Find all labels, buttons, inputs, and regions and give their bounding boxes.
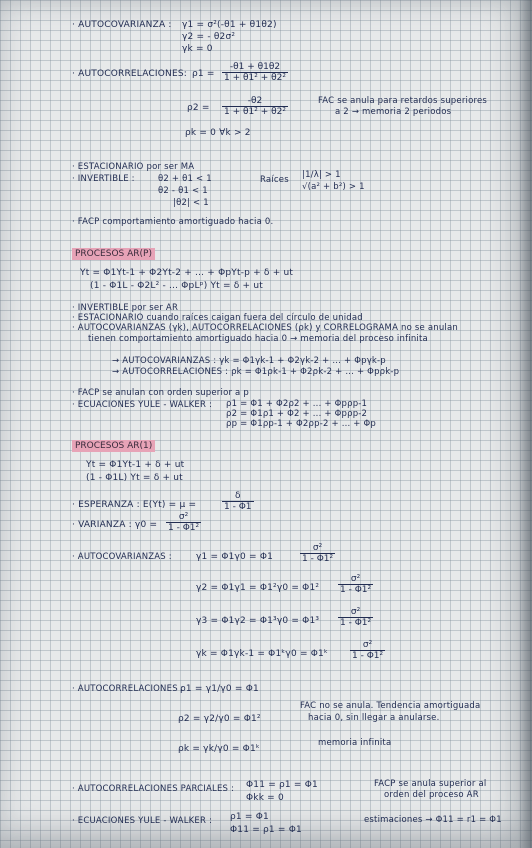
ar1-fac-note-1: FAC no se anula. Tendencia amortiguada (300, 701, 481, 711)
ar1-fac-note-3: memoria infinita (318, 738, 392, 748)
ar1-gammak-numerator: σ² (350, 640, 385, 651)
ma2-rho2-denominator: 1 + θ1² + θ2² (224, 107, 286, 117)
ar1-yw-note: estimaciones → Φ11 = r1 = Φ1 (364, 815, 502, 825)
ar1-pacf-2: Φkk = 0 (246, 793, 284, 803)
ar1-gamma1-fraction (300, 543, 335, 564)
ma2-rho1-prefix: ρ1 = (192, 69, 215, 79)
ma2-autocov-label: · AUTOCOVARIANZA : (72, 20, 172, 30)
ar1-yw-1: ρ1 = Φ1 (230, 812, 269, 822)
arp-autocov-eq: → AUTOCOVARIANZAS : γk = Φ1γk-1 + Φ2γk-2 + ... + Φpγk-p (112, 356, 386, 366)
ar1-pacf-1: Φ11 = ρ1 = Φ1 (246, 780, 318, 790)
ar1-equation-1: Yt = Φ1Yt-1 + δ + ut (86, 460, 185, 470)
ar1-expectation-label: · ESPERANZA : E(Yt) = μ = (72, 500, 197, 510)
ma2-autocov-line3: γk = 0 (182, 44, 213, 54)
ar1-rho2: ρ2 = γ2/γ0 = Φ1² (178, 714, 261, 724)
arp-bullet-autocov-cont: tienen comportamiento amortiguado hacia 0 → memoria del proceso infinita (88, 334, 428, 344)
ar1-gamma3-fraction (338, 607, 373, 628)
ma2-facp-note: · FACP comportamiento amortiguado hacia 0. (72, 217, 274, 227)
ma2-fac-note-2: a 2 → memoria 2 periodos (335, 107, 452, 117)
ar1-yw-2: Φ11 = ρ1 = Φ1 (230, 825, 302, 835)
ar1-gammak-fraction (350, 640, 385, 661)
arp-equation-1: Yt = Φ1Yt-1 + Φ2Yt-2 + ... + ΦpYt-p + δ + ut (80, 268, 294, 278)
ma2-rhok: ρk = 0 ∀k > 2 (185, 128, 251, 138)
ar1-equation-2: (1 - Φ1L) Yt = δ + ut (86, 473, 183, 483)
ar1-gamma2: γ2 = Φ1γ1 = Φ1²γ0 = Φ1² (196, 583, 320, 593)
ma2-rho1-fraction (222, 62, 288, 83)
ma2-stationary-note: · ESTACIONARIO por ser MA (72, 162, 195, 172)
ar1-gamma2-numerator: σ² (338, 574, 373, 585)
arp-yw-2: ρ2 = Φ1ρ1 + Φ2 + ... + Φpρp-2 (226, 409, 368, 419)
ma2-roots-c1: |1/λ| > 1 (302, 170, 341, 180)
ma2-invertible-c3: |θ2| < 1 (173, 198, 209, 208)
ma2-invertible-label: · INVERTIBLE : (72, 174, 135, 184)
ar1-gamma1-denominator: 1 - Φ1² (302, 554, 334, 564)
ar1-expectation-fraction (222, 491, 254, 512)
ma2-rho1-numerator: -θ1 + θ1θ2 (222, 62, 288, 73)
ma2-invertible-c2: θ2 - θ1 < 1 (158, 186, 208, 196)
ma2-autocor-label: · AUTOCORRELACIONES: (72, 69, 188, 79)
ar1-gamma1-numerator: σ² (300, 543, 335, 554)
ar1-variance-denominator: 1 - Φ1² (168, 523, 200, 533)
ma2-roots-c2: √(a² + b²) > 1 (302, 182, 365, 192)
ar1-pacf-note-1: FACP se anula superior al (374, 779, 487, 789)
ar1-rho1: ρ1 = γ1/γ0 = Φ1 (180, 684, 259, 694)
ma2-autocov-line1: γ1 = σ²(-θ1 + θ1θ2) (182, 20, 277, 30)
ar1-gammak-denominator: 1 - Φ1² (352, 651, 384, 661)
ar1-variance-label: · VARIANZA : γ0 = (72, 520, 158, 530)
ar1-autocor-label: · AUTOCORRELACIONES : (72, 684, 184, 694)
ar1-pacf-note-2: orden del proceso AR (384, 790, 479, 800)
ma2-fac-note-1: FAC se anula para retardos superiores (318, 96, 488, 106)
ma2-rho2-prefix: ρ2 = (187, 103, 210, 113)
ma2-autocov-line2: γ2 = - θ2σ² (182, 32, 236, 42)
ar1-gamma3-denominator: 1 - Φ1² (340, 618, 372, 628)
arp-yw-3: ρp = Φ1ρp-1 + Φ2ρp-2 + ... + Φp (226, 419, 377, 429)
arp-bullet-invertible: · INVERTIBLE por ser AR (72, 303, 179, 313)
ar1-expectation-numerator: δ (222, 491, 254, 502)
ma2-rho1-denominator: 1 + θ1² + θ2² (224, 73, 286, 83)
ar1-pacf-label: · AUTOCORRELACIONES PARCIALES : (72, 784, 235, 794)
arp-bullet-stationary: · ESTACIONARIO cuando raíces caigan fuera del círculo de unidad (72, 313, 363, 323)
ma2-roots-label: Raíces (260, 175, 289, 185)
ma2-rho2-numerator: -θ2 (222, 96, 288, 107)
arp-facp-note: · FACP se anulan con orden superior a p (72, 388, 249, 398)
ar1-yw-label: · ECUACIONES YULE - WALKER : (72, 816, 213, 826)
ar1-gamma3-numerator: σ² (338, 607, 373, 618)
ar1-gamma2-denominator: 1 - Φ1² (340, 585, 372, 595)
ma2-rho2-fraction (222, 96, 288, 117)
arp-bullet-autocov: · AUTOCOVARIANZAS (γk), AUTOCORRELACIONES (ρk) y CORRELOGRAMA no se anulan (72, 323, 458, 333)
ar1-fac-note-2: hacia 0, sin llegar a anularse. (308, 713, 440, 723)
arp-yw-1: ρ1 = Φ1 + Φ2ρ2 + ... + Φpρp-1 (226, 399, 368, 409)
ar1-gamma2-fraction (338, 574, 373, 595)
ma2-invertible-c1: θ2 + θ1 < 1 (158, 174, 212, 184)
ar1-gammak: γk = Φ1γk-1 = Φ1ᵏγ0 = Φ1ᵏ (196, 649, 328, 659)
page-shadow (518, 0, 532, 848)
arp-heading: PROCESOS AR(P) (72, 248, 155, 260)
arp-autocor-eq: → AUTOCORRELACIONES : ρk = Φ1ρk-1 + Φ2ρk-2 + ... + Φpρk-p (112, 367, 400, 377)
arp-yw-label: · ECUACIONES YULE - WALKER : (72, 400, 213, 410)
ar1-gamma3: γ3 = Φ1γ2 = Φ1³γ0 = Φ1³ (196, 616, 320, 626)
ar1-variance-fraction (166, 512, 201, 533)
ar1-gamma1: γ1 = Φ1γ0 = Φ1 (196, 552, 274, 562)
arp-equation-2: (1 - Φ1L - Φ2L² - ... ΦpLᵖ) Yt = δ + ut (90, 281, 263, 291)
ar1-variance-numerator: σ² (166, 512, 201, 523)
ar1-rhok: ρk = γk/γ0 = Φ1ᵏ (178, 744, 260, 754)
ar1-autocov-label: · AUTOCOVARIANZAS : (72, 552, 172, 562)
ar1-expectation-denominator: 1 - Φ1 (224, 502, 252, 512)
ar1-heading: PROCESOS AR(1) (72, 440, 155, 452)
